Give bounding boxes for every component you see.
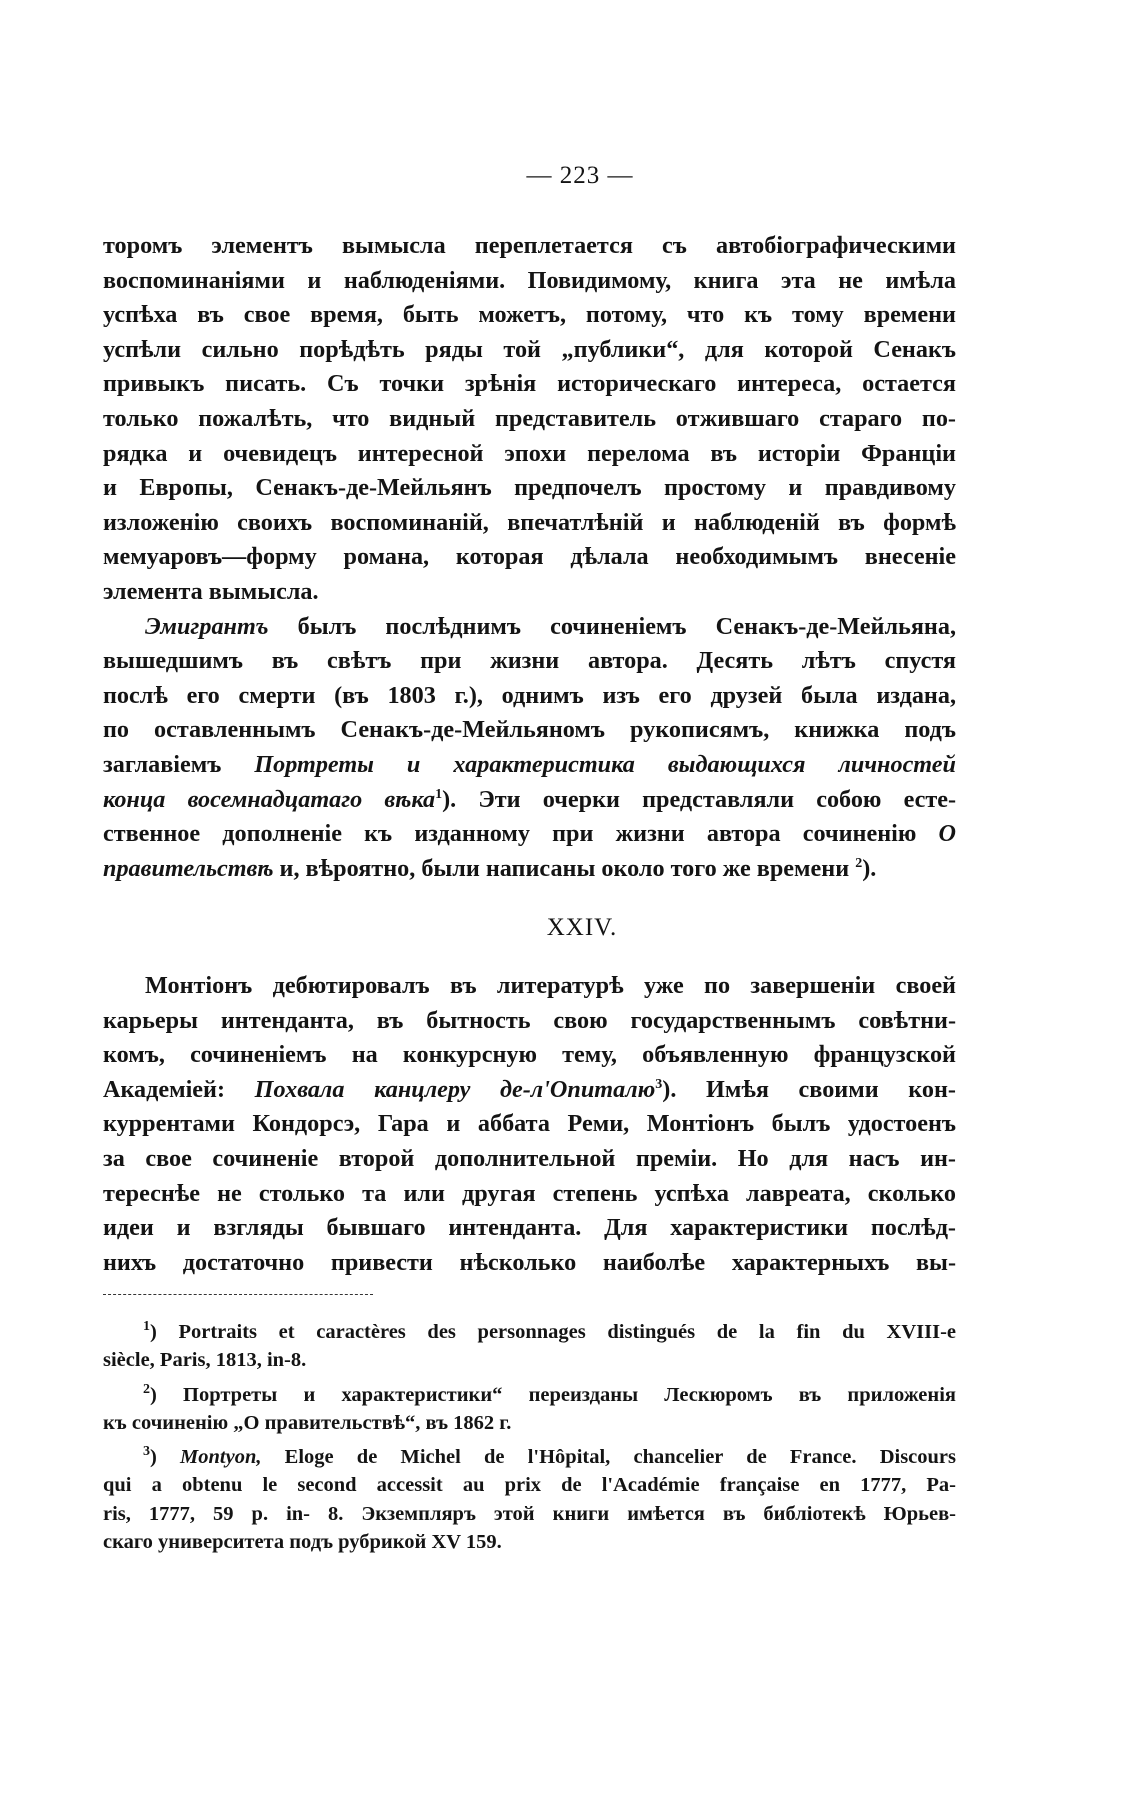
footnote-line: скаго университета подъ рубрикой XV 159. (103, 1531, 502, 1554)
text-line (103, 817, 956, 852)
text-line (103, 610, 956, 645)
page-number: — 223 — (526, 162, 634, 189)
text-line (103, 1073, 956, 1108)
text-line: послѣ его смерти (въ 1803 г.), однимъ изъ его друзей была издана, (103, 681, 956, 709)
italic-title: Эмигрантъ (145, 612, 269, 640)
text-span: ). Имѣя своими кон- (662, 1075, 956, 1103)
text-line: рядка и очевидецъ интересной эпохи перелома въ исторіи Франціи (103, 439, 956, 467)
section-text-block (103, 969, 956, 1280)
text-line: и Европы, Сенакъ-де-Мейльянъ предпочелъ простому и правдивому (103, 474, 956, 502)
text-line: мемуаровъ—форму романа, которая дѣлала необходимымъ внесеніе (103, 543, 956, 571)
footnote-line: qui a obtenu le second accessit au prix de l'Académie française en 1777, Pa- (103, 1474, 956, 1497)
text-span: Академіей: (103, 1075, 255, 1103)
footnote-mark: 2 (143, 1381, 150, 1397)
footnote-line (103, 1443, 956, 1471)
text-line: комъ, сочиненіемъ на конкурсную тему, объявленную французской (103, 1041, 956, 1069)
footnote-mark: 3 (143, 1444, 150, 1460)
text-line (103, 748, 956, 783)
text-line: привыкъ писать. Съ точки зрѣнія историческаго интереса, остается (103, 370, 956, 398)
text-span: ственное дополненіе къ изданному при жизни автора сочиненію (103, 820, 939, 848)
footnote-line: къ сочиненію „О правительствѣ“, въ 1862 г. (103, 1411, 512, 1434)
section-heading: XXIV. (546, 914, 618, 941)
footnote-line (103, 1381, 956, 1409)
text-line: воспоминаніями и наблюденіями. Повидимому, книга эта не имѣла (103, 266, 956, 294)
text-line: идеи и взгляды бывшаго интенданта. Для характеристики послѣд- (103, 1214, 956, 1242)
text-line: успѣха въ свое время, быть можетъ, потому, что къ тому времени (103, 301, 956, 329)
text-line (103, 852, 956, 887)
italic-title: Похвала канцлеру де-л'Опиталю (254, 1075, 656, 1103)
text-line: вышедшимъ въ свѣтъ при жизни автора. Десять лѣтъ спустя (103, 647, 956, 675)
text-line: куррентами Кондорсэ, Гара и аббата Реми, Монтіонъ былъ удостоенъ (103, 1110, 956, 1138)
text-line: Монтіонъ дебютировалъ въ литературѣ уже по завершеніи своей (145, 972, 956, 999)
footnote-mark: 1 (143, 1319, 150, 1335)
text-line: по оставленнымъ Сенакъ-де-Мейльяномъ рукописямъ, книжка подъ (103, 716, 956, 744)
footnote-ref: 3 (655, 1076, 663, 1092)
italic-title: правительствѣ (103, 854, 274, 882)
text-line: только пожалѣть, что видный представитель отжившаго стараго по- (103, 404, 956, 432)
paragraph (103, 229, 956, 610)
text-line (103, 783, 956, 818)
italic-author: Montyon, (180, 1446, 262, 1469)
footnotes-block (103, 1318, 956, 1556)
footnote-line: siècle, Paris, 1813, in-8. (103, 1349, 307, 1372)
text-span: заглавіемъ (103, 750, 255, 778)
footnote (103, 1443, 956, 1556)
italic-title: Портреты и характеристика выдающихся личностей (254, 750, 956, 778)
text-line: торомъ элементъ вымысла переплетается съ автобіографическими (103, 232, 956, 259)
text-line: карьеры интенданта, въ бытность свою государственнымъ совѣтни- (103, 1006, 956, 1034)
text-span: ). (862, 854, 877, 882)
footnote-ref: 1 (435, 786, 443, 802)
footnote (103, 1381, 956, 1438)
text-line: нихъ достаточно привести нѣсколько наиболѣе характерныхъ вы- (103, 1248, 956, 1276)
paragraph (103, 610, 956, 887)
footnote-divider (103, 1294, 373, 1295)
text-span: ) (150, 1446, 181, 1469)
footnote-ref: 2 (855, 855, 863, 871)
italic-title: конца восемнадцатаго вѣка (103, 785, 436, 813)
text-span: ). Эти очерки представляли собою есте- (442, 785, 957, 813)
text-span: Eloge de Michel de l'Hôpital, chancelier de France. Discours (261, 1446, 956, 1469)
footnote (103, 1318, 956, 1375)
text-line: изложенію своихъ воспоминаній, впечатлѣній и наблюденій въ формѣ (103, 508, 956, 536)
footnote-line: ris, 1777, 59 p. in- 8. Экземпляръ этой книги имѣется въ библіотекѣ Юрьев- (103, 1502, 956, 1525)
body-text-block (103, 229, 956, 886)
text-line: элемента вымысла. (103, 577, 319, 605)
footnote-line (103, 1318, 956, 1346)
text-line: успѣли сильно порѣдѣть ряды той „публики“, для которой Сенакъ (103, 335, 956, 363)
text-span: ) Портреты и характеристики“ переизданы Лескюромъ въ приложенія (150, 1383, 956, 1406)
italic-title: О (938, 820, 956, 848)
text-span: и, вѣроятно, были написаны около того же времени (273, 854, 856, 882)
text-line: тереснѣе не столько та или другая степень успѣха лавреата, сколько (103, 1179, 956, 1207)
text-span: ) Portraits et caractères des personnages distingués de la fin du XVIII-e (150, 1321, 956, 1343)
text-span: былъ послѣднимъ сочиненіемъ Сенакъ-де-Мейльяна, (268, 612, 956, 640)
text-line: за свое сочиненіе второй дополнительной преміи. Но для насъ ин- (103, 1144, 956, 1172)
